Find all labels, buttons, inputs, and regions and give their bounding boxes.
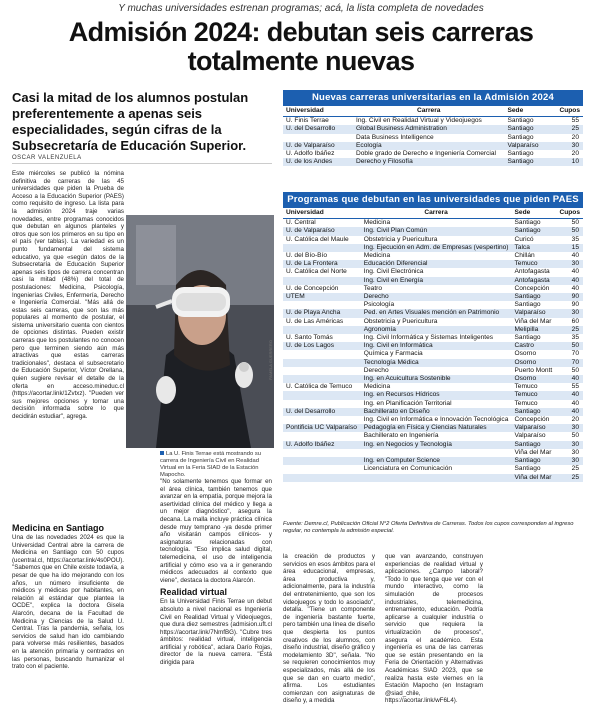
table-row: [283, 441, 583, 449]
seats-cell: 25: [556, 125, 583, 133]
table-row: [283, 474, 583, 482]
table-row: [283, 260, 583, 268]
program-cell: Derecho: [361, 293, 512, 301]
campus-cell: Melipilla: [512, 326, 557, 334]
seats-cell: 30: [556, 424, 583, 432]
university-cell: U. del Bío-Bío: [286, 252, 328, 260]
table-row: [283, 277, 583, 285]
program-cell: Ing. en Planificación Territorial: [363, 399, 452, 407]
university-cell: [283, 359, 361, 367]
table-row: [283, 142, 583, 150]
program-cell: Ing. en Computer Science: [361, 457, 512, 465]
table-row: [283, 117, 583, 126]
campus-cell: Temuco: [514, 383, 538, 391]
campus-cell: Puerto Montt: [514, 366, 553, 374]
seats-cell: 30: [556, 260, 583, 268]
university-cell: [283, 391, 361, 399]
seats-cell: 15: [556, 244, 583, 252]
program-cell: Ing. Civil en Energía: [361, 277, 512, 285]
seats-cell: 50: [556, 227, 583, 235]
program-cell: Ing. Civil Informática y Sistemas Inteligentes: [363, 334, 494, 342]
campus-cell: Santiago: [512, 227, 557, 235]
seats-cell: 40: [556, 408, 583, 416]
table1-title: Nuevas carreras universitarias en la Admisión 2024: [283, 90, 583, 106]
table1-body: [283, 117, 583, 167]
caption-text: La U. Finis Terrae está mostrando su carrera de Ingeniería Civil en Realidad Virtual en la Feria SIAD de la Estación Mapocho.: [160, 451, 261, 478]
table-row: [283, 416, 583, 424]
program-cell: Medicina: [363, 383, 391, 391]
program-cell: Global Business Administration: [353, 125, 504, 133]
table-row: [283, 318, 583, 326]
table-row: [283, 219, 583, 228]
table-row: [283, 309, 583, 317]
university-cell: U. Católica del Norte: [286, 268, 347, 276]
seats-cell: 35: [571, 235, 579, 243]
campus-cell: Viña del Mar: [514, 448, 552, 456]
photo-credit: PAMELA GUERRERO: [268, 340, 273, 380]
table-row: [283, 227, 583, 235]
university-cell: [283, 350, 361, 358]
table-row: [283, 293, 583, 301]
table-row: [283, 326, 583, 334]
table-row: [283, 301, 583, 309]
campus-cell: Osorno: [512, 359, 557, 367]
seats-cell: 20: [571, 133, 579, 141]
seats-cell: 10: [556, 158, 583, 166]
campus-cell: Santiago: [504, 158, 556, 166]
seats-cell: 30: [556, 142, 583, 150]
campus-cell: Concepción: [514, 284, 550, 292]
university-cell: [283, 432, 361, 440]
program-cell: [361, 474, 512, 482]
article-column-4: [385, 553, 483, 705]
article-column-2: [160, 478, 272, 698]
table-row: [283, 383, 583, 391]
seats-cell: 25: [571, 465, 579, 473]
program-cell: Psicología: [363, 301, 395, 309]
vr-headset-image: [126, 215, 274, 448]
campus-cell: Temuco: [512, 391, 557, 399]
seats-cell: 40: [571, 284, 579, 292]
seats-cell: 55: [571, 117, 579, 125]
headline: Admisión 2024: debutan seis carreras totalmente nuevas: [68, 17, 534, 76]
table-programas-debutan: [283, 192, 583, 482]
university-cell: U. Católica de Temuco: [286, 383, 353, 391]
seats-cell: 55: [571, 383, 579, 391]
table1-header: Universidad: [283, 106, 353, 117]
seats-cell: 30: [571, 448, 579, 456]
campus-cell: Viña del Mar: [512, 474, 557, 482]
table2: [283, 208, 583, 482]
seats-cell: 50: [571, 366, 579, 374]
subhead-realidad-virtual: Realidad virtual: [160, 587, 228, 598]
source-note: Fuente: Demre.cl, Publicación Oficial N°2 Oferta Definitiva de Carreras. Todos los cupos corresponden al ingreso regular, no contempla la admisión especial.: [283, 521, 574, 534]
program-cell: Medicina: [363, 252, 391, 260]
program-cell: Doble grado de Derecho e Ingeniería Comercial: [356, 150, 497, 158]
article-col3: la creación de productos y servicios en esos ámbitos para el área educacional, empresas, área productiva y, adicionalmente, para la industria del entretenimiento, que son los videojuegos y todo lo asociado", detalla. "Tiene un componente de ingeniería bastante fuerte, pero también una línea de diseño que despierta los puntos creativos de los alumnos, con diseño industrial, diseño gráfico y modelamiento 3D", señala. "No se requieren conocimientos muy especializados, más allá de los que se dan en cuarto medio", afirma. Los estudiantes comienzan con asignaturas de diseño y, a medida: [283, 553, 375, 705]
table-row: [283, 449, 583, 457]
table-row: [283, 400, 583, 408]
article-intro: Este miércoles se publicó la nómina definitiva de carreras de las 45 universidades que piden la Prueba de Acceso a la Educación Superior (PAES) como requisito de ingreso. La lista para la admisión 2024 traje varias novedades, entre programas conocidos que debutan en algunos planteles y otros que son los primeros en su tipo en el país (ver tablas). La variedad es un punto fundamental del sistema educativo, ya que «según datos de la Subsecretaría de Educación Superior apenas seis tipos de carrera concentran casi la mitad (48%) del total de postulaciones: Medicina, Psicología, Ingenierías Civiles, Enfermería, Derecho e Ingeniería Comercial. "Más allá de estas seis carreras, que son las más populares al momento de postular, el sistema universitario cuenta con cientos de opciones distintas. Pueden existir carreras que los postulantes no conocen pero que terminen siendo aún más atractivas que estas carreras tradicionales", destaca el subsecretario de Educación Superior, Víctor Orellana, quien sugiere revisar el detalle de la oferta en acceso.mineduc.cl (https://acortar.link/1Zvtxz). "Pueden ver sus mejores opciones y tomar una decisión informada sobre lo que decidirán estudiar", agrega.: [12, 170, 124, 420]
table-row: [283, 125, 583, 133]
program-cell: Ing. en Acuicultura Sostenible: [361, 375, 512, 383]
university-cell: [283, 277, 361, 285]
campus-cell: Santiago: [507, 150, 534, 158]
table-row: [283, 465, 583, 473]
table-row: [283, 391, 583, 399]
university-cell: U. del Desarrollo: [283, 408, 361, 416]
university-cell: U. Adolfo Ibáñez: [283, 441, 361, 449]
university-cell: [283, 375, 361, 383]
table-row: [283, 236, 583, 244]
university-cell: U. de Los Lagos: [283, 342, 361, 350]
article-column-3: [283, 553, 375, 705]
seats-cell: 20: [571, 150, 579, 158]
university-cell: U. del Desarrollo: [283, 125, 353, 133]
table2-body: [283, 219, 583, 482]
program-cell: Derecho: [363, 366, 389, 374]
program-cell: Medicina: [363, 219, 391, 227]
photo-caption: [160, 451, 272, 479]
program-cell: Licenciatura en Comunicación: [363, 465, 453, 473]
university-cell: U. Finis Terrae: [286, 117, 329, 125]
campus-cell: Antofagasta: [514, 268, 550, 276]
program-cell: Agronomía: [361, 326, 512, 334]
program-cell: Bachillerato en Diseño: [361, 408, 512, 416]
program-cell: Pedagogía en Física y Ciencias Naturales: [361, 424, 512, 432]
campus-cell: Viña del Mar: [514, 317, 552, 325]
table-row: [283, 252, 583, 260]
campus-cell: Talca: [512, 244, 557, 252]
university-cell: U. Santo Tomás: [286, 334, 333, 342]
table-row: [283, 367, 583, 375]
seats-cell: 40: [571, 399, 579, 407]
program-cell: [361, 449, 512, 457]
table-row: [283, 457, 583, 465]
university-cell: [283, 465, 361, 473]
university-cell: U. de La Frontera: [283, 260, 361, 268]
university-cell: U. de Valparaíso: [283, 227, 361, 235]
campus-cell: Chillán: [514, 252, 535, 260]
seats-cell: 30: [556, 309, 583, 317]
program-cell: Ing. Civil en Realidad Virtual y Videojuegos: [356, 117, 482, 125]
university-cell: U. de Playa Ancha: [283, 309, 361, 317]
university-cell: [283, 134, 353, 142]
program-cell: Ing. en Recursos Hídricos: [361, 391, 512, 399]
university-cell: U. de los Andes: [283, 158, 353, 166]
program-cell: Ped. en Artes Visuales mención en Patrimonio: [361, 309, 512, 317]
program-cell: Ing. Ejecución en Adm. de Empresas (vespertino): [361, 244, 512, 252]
campus-cell: Valparaíso: [514, 432, 546, 440]
program-cell: Educación Diferencial: [361, 260, 512, 268]
article-col2-vr: En la Universidad Finis Terrae un debut absoluto a nivel nacional es Ingeniería Civil en Realidad Virtual y Videojuegos, que dura diez semestres (admision.uft.cl https://acortar.link/7NmfBG). "Cubre tres ámbitos: realidad virtual, inteligencia artificial y robótica", aclara Darío Rojas, director de la nueva carrera. "Está dirigida para: [160, 598, 272, 667]
seats-cell: 40: [556, 375, 583, 383]
table-row: [283, 424, 583, 432]
seats-cell: 40: [571, 252, 579, 260]
table-row: [283, 334, 583, 342]
campus-cell: Santiago: [514, 301, 541, 309]
university-cell: [283, 416, 361, 424]
program-cell: Teatro: [363, 284, 383, 292]
program-cell: Derecho y Filosofía: [353, 158, 504, 166]
campus-cell: Concepción: [514, 416, 550, 424]
table1-header: Carrera: [353, 106, 504, 117]
seats-cell: 40: [556, 277, 583, 285]
program-cell: Ing. Civil Plan Común: [361, 227, 512, 235]
article-column-1b: [12, 520, 124, 698]
campus-cell: Temuco: [512, 260, 557, 268]
table-row: [283, 342, 583, 350]
table1: [283, 106, 583, 166]
campus-cell: Castro: [512, 342, 557, 350]
seats-cell: 30: [556, 457, 583, 465]
table2-header: Carrera: [361, 208, 512, 219]
university-cell: [283, 326, 361, 334]
university-cell: [283, 474, 361, 482]
program-cell: Química y Farmacia: [363, 350, 423, 358]
campus-cell: Temuco: [514, 399, 538, 407]
seats-cell: 50: [556, 342, 583, 350]
program-cell: Ecología: [353, 142, 504, 150]
table-row: [283, 359, 583, 367]
university-cell: [283, 367, 361, 375]
seats-cell: 70: [556, 359, 583, 367]
seats-cell: 25: [556, 474, 583, 482]
article-column-1a: [12, 170, 124, 530]
program-cell: Ing. Civil en Informática: [361, 342, 512, 350]
campus-cell: Valparaíso: [504, 142, 556, 150]
seats-cell: 35: [571, 334, 579, 342]
university-cell: [283, 301, 361, 309]
table-row: [283, 285, 583, 293]
subhead-medicina: Medicina en Santiago: [12, 523, 105, 533]
article-medicina: Una de las novedades 2024 es que la Universidad Central abre la carrera de Medicina en Santiago con 50 cupos (ucentral.cl, https://acortar.link/4s0POU). "Sabemos que en Chile existe todavía, a pesar de que ha ido mejorando con los años, un número insuficiente de médicos y médicas por habitantes, en relación al estándar que plantea la OCDE", explica la doctora Gisela Alarcón, decana de la Facultad de Medicina y Ciencias de la Salud U. Central. Tras la pandemia, señala, los servicios de salud han ido cambiando para volverse más resilientes, basados en la atención primaria y centrados en las personas, buscando humanizar el trato con el paciente.: [12, 534, 124, 671]
campus-cell: Antofagasta: [512, 277, 557, 285]
campus-cell: Santiago: [514, 219, 541, 227]
table2-header: Universidad: [283, 208, 361, 219]
byline: OSCAR VALENZUELA: [12, 155, 272, 164]
campus-cell: Santiago: [514, 465, 541, 473]
program-cell: Ing. Civil Electrónica: [363, 268, 424, 276]
table-row: [283, 134, 583, 142]
campus-cell: Valparaíso: [512, 424, 557, 432]
university-cell: U. Católica del Maule: [286, 235, 349, 243]
seats-cell: 50: [571, 219, 579, 227]
campus-cell: Santiago: [507, 117, 534, 125]
program-cell: Data Business Intelligence: [356, 133, 434, 141]
university-cell: [283, 457, 361, 465]
university-cell: [283, 400, 361, 408]
table2-header: Cupos: [556, 208, 583, 219]
seats-cell: 90: [571, 301, 579, 309]
program-cell: Tecnología Médica: [361, 359, 512, 367]
program-cell: Ing. Civil en Informática e Innovación Tecnológica: [363, 416, 509, 424]
university-cell: Pontificia UC Valparaíso: [283, 424, 361, 432]
table2-header: Sede: [512, 208, 557, 219]
table2-title: Programas que debutan en las universidades que piden PAES: [283, 192, 583, 208]
university-cell: U. Central: [286, 219, 316, 227]
caption-marker-icon: [160, 451, 164, 455]
table-row: [283, 268, 583, 276]
seats-cell: 20: [571, 416, 579, 424]
university-cell: U. Adolfo Ibáñez: [286, 150, 335, 158]
seats-cell: 90: [556, 293, 583, 301]
university-cell: [283, 244, 361, 252]
campus-cell: Santiago: [512, 457, 557, 465]
seats-cell: 40: [571, 268, 579, 276]
table-row: [283, 158, 583, 166]
table-nuevas-carreras: [283, 90, 583, 166]
program-cell: Obstetricia y Puericultura: [363, 235, 438, 243]
university-cell: UTEM: [283, 293, 361, 301]
campus-cell: Santiago: [507, 133, 534, 141]
article-col4: que van avanzando, construyen experiencias de realidad virtual y aplicaciones. ¿Campo laboral? "Todo lo que tenga que ver con el mundo interactivo, como la simulación de procesos industriales, telemedicina, entrenamiento, educación. Podría aplicarse a cualquier industria o servicio que requiera la virtualización de procesos", asegura el académico. Esta ingeniería es una de las carreras que se están presentando en la Feria de Orientación y Alternativas Académicas SIAD 2023, que se realiza hasta este viernes en la Estación Mapocho (en Instagram @siad_chile, https://acortar.link/wF6L4).: [385, 553, 483, 705]
seats-cell: 60: [571, 317, 579, 325]
campus-cell: Santiago: [514, 334, 541, 342]
university-cell: U. de Concepción: [286, 284, 339, 292]
campus-cell: Santiago: [512, 293, 557, 301]
seats-cell: 70: [571, 350, 579, 358]
seats-cell: 30: [556, 441, 583, 449]
seats-cell: 40: [556, 391, 583, 399]
campus-cell: Curicó: [514, 235, 534, 243]
table1-header: Sede: [504, 106, 556, 117]
program-cell: Bachillerato en Ingeniería: [363, 432, 439, 440]
seats-cell: 25: [556, 326, 583, 334]
campus-cell: Osorno: [514, 350, 537, 358]
table-row: [283, 408, 583, 416]
vr-photo: [126, 215, 274, 448]
table-row: [283, 150, 583, 158]
article-col2: "No solamente tenemos que formar en el área clínica, también tenemos que avanzar en la empatía, porque mejora la asertividad clínica del médico y llega a un mejor diagnóstico", asegura la decana. La malla incluye práctica clínica desde muy temprano -ya desde primer año visitarán campos clínicos- y asignaturas relacionadas con tecnología. "Eso implica salud digital, telemedicina, el uso de inteligencia artificial y cómo eso va a ir generando médicos adecuados al contexto que viene", destaca la doctora Alarcón.: [160, 478, 272, 584]
table-row: [283, 375, 583, 383]
campus-cell: Santiago: [504, 125, 556, 133]
table1-header: Cupos: [556, 106, 583, 117]
deck: Casi la mitad de los alumnos postulan preferentemente a apenas seis especialidades, según cifras de la Subsecretaría de Educación Superior.: [12, 90, 249, 153]
university-cell: U. de Las Américas: [286, 317, 344, 325]
seats-cell: 50: [571, 432, 579, 440]
program-cell: Obstetricia y Puericultura: [363, 317, 438, 325]
program-cell: Ing. en Negocios y Tecnología: [361, 441, 512, 449]
table-row: [283, 244, 583, 252]
university-cell: [283, 449, 361, 457]
campus-cell: Osorno: [512, 375, 557, 383]
campus-cell: Santiago: [512, 408, 557, 416]
table-row: [283, 350, 583, 358]
campus-cell: Valparaíso: [512, 309, 557, 317]
campus-cell: Santiago: [512, 441, 557, 449]
table-row: [283, 432, 583, 440]
university-cell: U. de Valparaíso: [283, 142, 353, 150]
kicker: Y muchas universidades estrenan programas; acá, la lista completa de novedades: [118, 3, 484, 14]
